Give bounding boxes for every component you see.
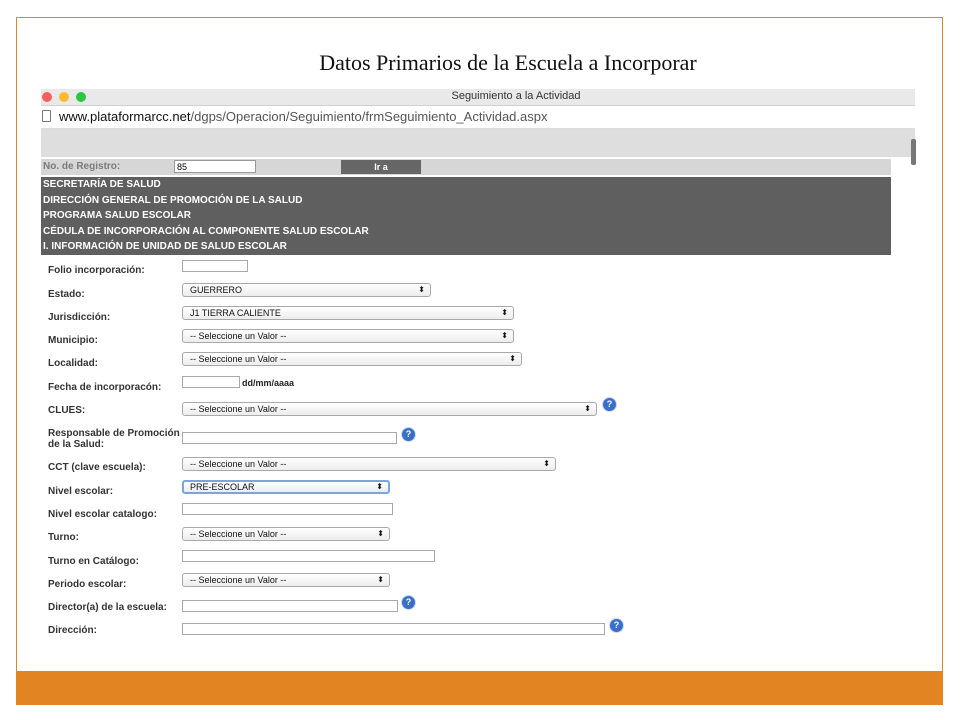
- url-path: /dgps/Operacion/Seguimiento/frmSeguimiento_Actividad.aspx: [190, 109, 548, 124]
- jurisdiccion-label: Jurisdicción:: [48, 312, 111, 323]
- select-arrows-icon: ⬍: [501, 331, 508, 340]
- clues-help-icon[interactable]: ?: [603, 398, 616, 411]
- responsable-input[interactable]: [182, 432, 397, 444]
- ira-button[interactable]: Ir a: [341, 160, 421, 174]
- director-input[interactable]: [182, 600, 398, 612]
- select-arrows-icon: ⬍: [418, 285, 425, 294]
- turno-catalogo-label: Turno en Catálogo:: [48, 556, 139, 567]
- fecha-input[interactable]: [182, 376, 240, 388]
- scrollbar-thumb[interactable]: [911, 139, 916, 165]
- clues-label: CLUES:: [48, 405, 86, 416]
- fecha-format-hint: dd/mm/aaaa: [242, 378, 295, 388]
- form-header: [41, 177, 891, 255]
- header-line: I. INFORMACIÓN DE UNIDAD DE SALUD ESCOLAR: [43, 241, 287, 253]
- cct-select[interactable]: [182, 457, 556, 471]
- select-arrows-icon: ⬍: [376, 482, 383, 491]
- folio-input[interactable]: [182, 260, 248, 272]
- address-bar[interactable]: [41, 106, 915, 129]
- window-titlebar: [41, 89, 915, 106]
- responsable-label-line2: de la Salud:: [48, 439, 105, 450]
- jurisdiccion-value: J1 TIERRA CALIENTE: [190, 308, 281, 318]
- nivel-catalogo-label: Nivel escolar catalogo:: [48, 509, 157, 520]
- responsable-label-line1: Responsable de Promoción: [48, 428, 180, 439]
- header-line: CÉDULA DE INCORPORACIÓN AL COMPONENTE SALUD ESCOLAR: [43, 225, 369, 237]
- estado-value: GUERRERO: [190, 285, 243, 295]
- nivel-value: PRE-ESCOLAR: [190, 482, 255, 492]
- jurisdiccion-select[interactable]: [182, 306, 514, 320]
- periodo-value: -- Seleccione un Valor --: [190, 575, 287, 585]
- url-host: www.plataformarcc.net: [59, 109, 191, 124]
- cct-label: CCT (clave escuela):: [48, 462, 146, 473]
- clues-value: -- Seleccione un Valor --: [190, 404, 287, 414]
- select-arrows-icon: ⬍: [584, 404, 591, 413]
- periodo-select[interactable]: [182, 573, 390, 587]
- estado-select[interactable]: [182, 283, 431, 297]
- direccion-input[interactable]: [182, 623, 605, 635]
- estado-label: Estado:: [48, 289, 85, 300]
- municipio-label: Municipio:: [48, 335, 98, 346]
- clues-select[interactable]: [182, 402, 597, 416]
- direccion-label: Dirección:: [48, 625, 97, 636]
- turno-label: Turno:: [48, 532, 79, 543]
- registro-label: No. de Registro:: [43, 161, 121, 172]
- folio-label: Folio incorporación:: [48, 265, 145, 276]
- municipio-select[interactable]: [182, 329, 514, 343]
- page-icon: [42, 110, 51, 122]
- nivel-select[interactable]: [182, 480, 390, 494]
- localidad-label: Localidad:: [48, 358, 99, 369]
- registro-input[interactable]: 85: [174, 160, 256, 173]
- director-label: Director(a) de la escuela:: [48, 602, 167, 613]
- localidad-value: -- Seleccione un Valor --: [190, 354, 287, 364]
- fecha-label: Fecha de incorporacón:: [48, 382, 162, 393]
- responsable-label: [48, 428, 180, 450]
- header-line: DIRECCIÓN GENERAL DE PROMOCIÓN DE LA SALUD: [43, 194, 303, 206]
- select-arrows-icon: ⬍: [543, 459, 550, 468]
- registro-row: [41, 159, 891, 175]
- periodo-label: Periodo escolar:: [48, 579, 127, 590]
- slide-title: Datos Primarios de la Escuela a Incorporar: [319, 50, 697, 75]
- select-arrows-icon: ⬍: [377, 575, 384, 584]
- nivel-catalogo-input[interactable]: [182, 503, 393, 515]
- window-title: Seguimiento a la Actividad: [451, 90, 581, 102]
- url-text[interactable]: [59, 109, 547, 124]
- turno-select[interactable]: [182, 527, 390, 541]
- turno-value: -- Seleccione un Valor --: [190, 529, 287, 539]
- municipio-value: -- Seleccione un Valor --: [190, 331, 287, 341]
- slide-footer-bar: [16, 671, 943, 705]
- director-help-icon[interactable]: ?: [402, 596, 415, 609]
- select-arrows-icon: ⬍: [501, 308, 508, 317]
- header-line: PROGRAMA SALUD ESCOLAR: [43, 210, 191, 222]
- select-arrows-icon: ⬍: [377, 529, 384, 538]
- turno-catalogo-input[interactable]: [182, 550, 435, 562]
- responsable-help-icon[interactable]: ?: [402, 428, 415, 441]
- direccion-help-icon[interactable]: ?: [610, 619, 623, 632]
- cct-value: -- Seleccione un Valor --: [190, 459, 287, 469]
- header-line: SECRETARÍA DE SALUD: [43, 179, 161, 190]
- nivel-label: Nivel escolar:: [48, 486, 114, 497]
- select-arrows-icon: ⬍: [509, 354, 516, 363]
- page-top-strip: [41, 129, 915, 157]
- localidad-select[interactable]: [182, 352, 522, 366]
